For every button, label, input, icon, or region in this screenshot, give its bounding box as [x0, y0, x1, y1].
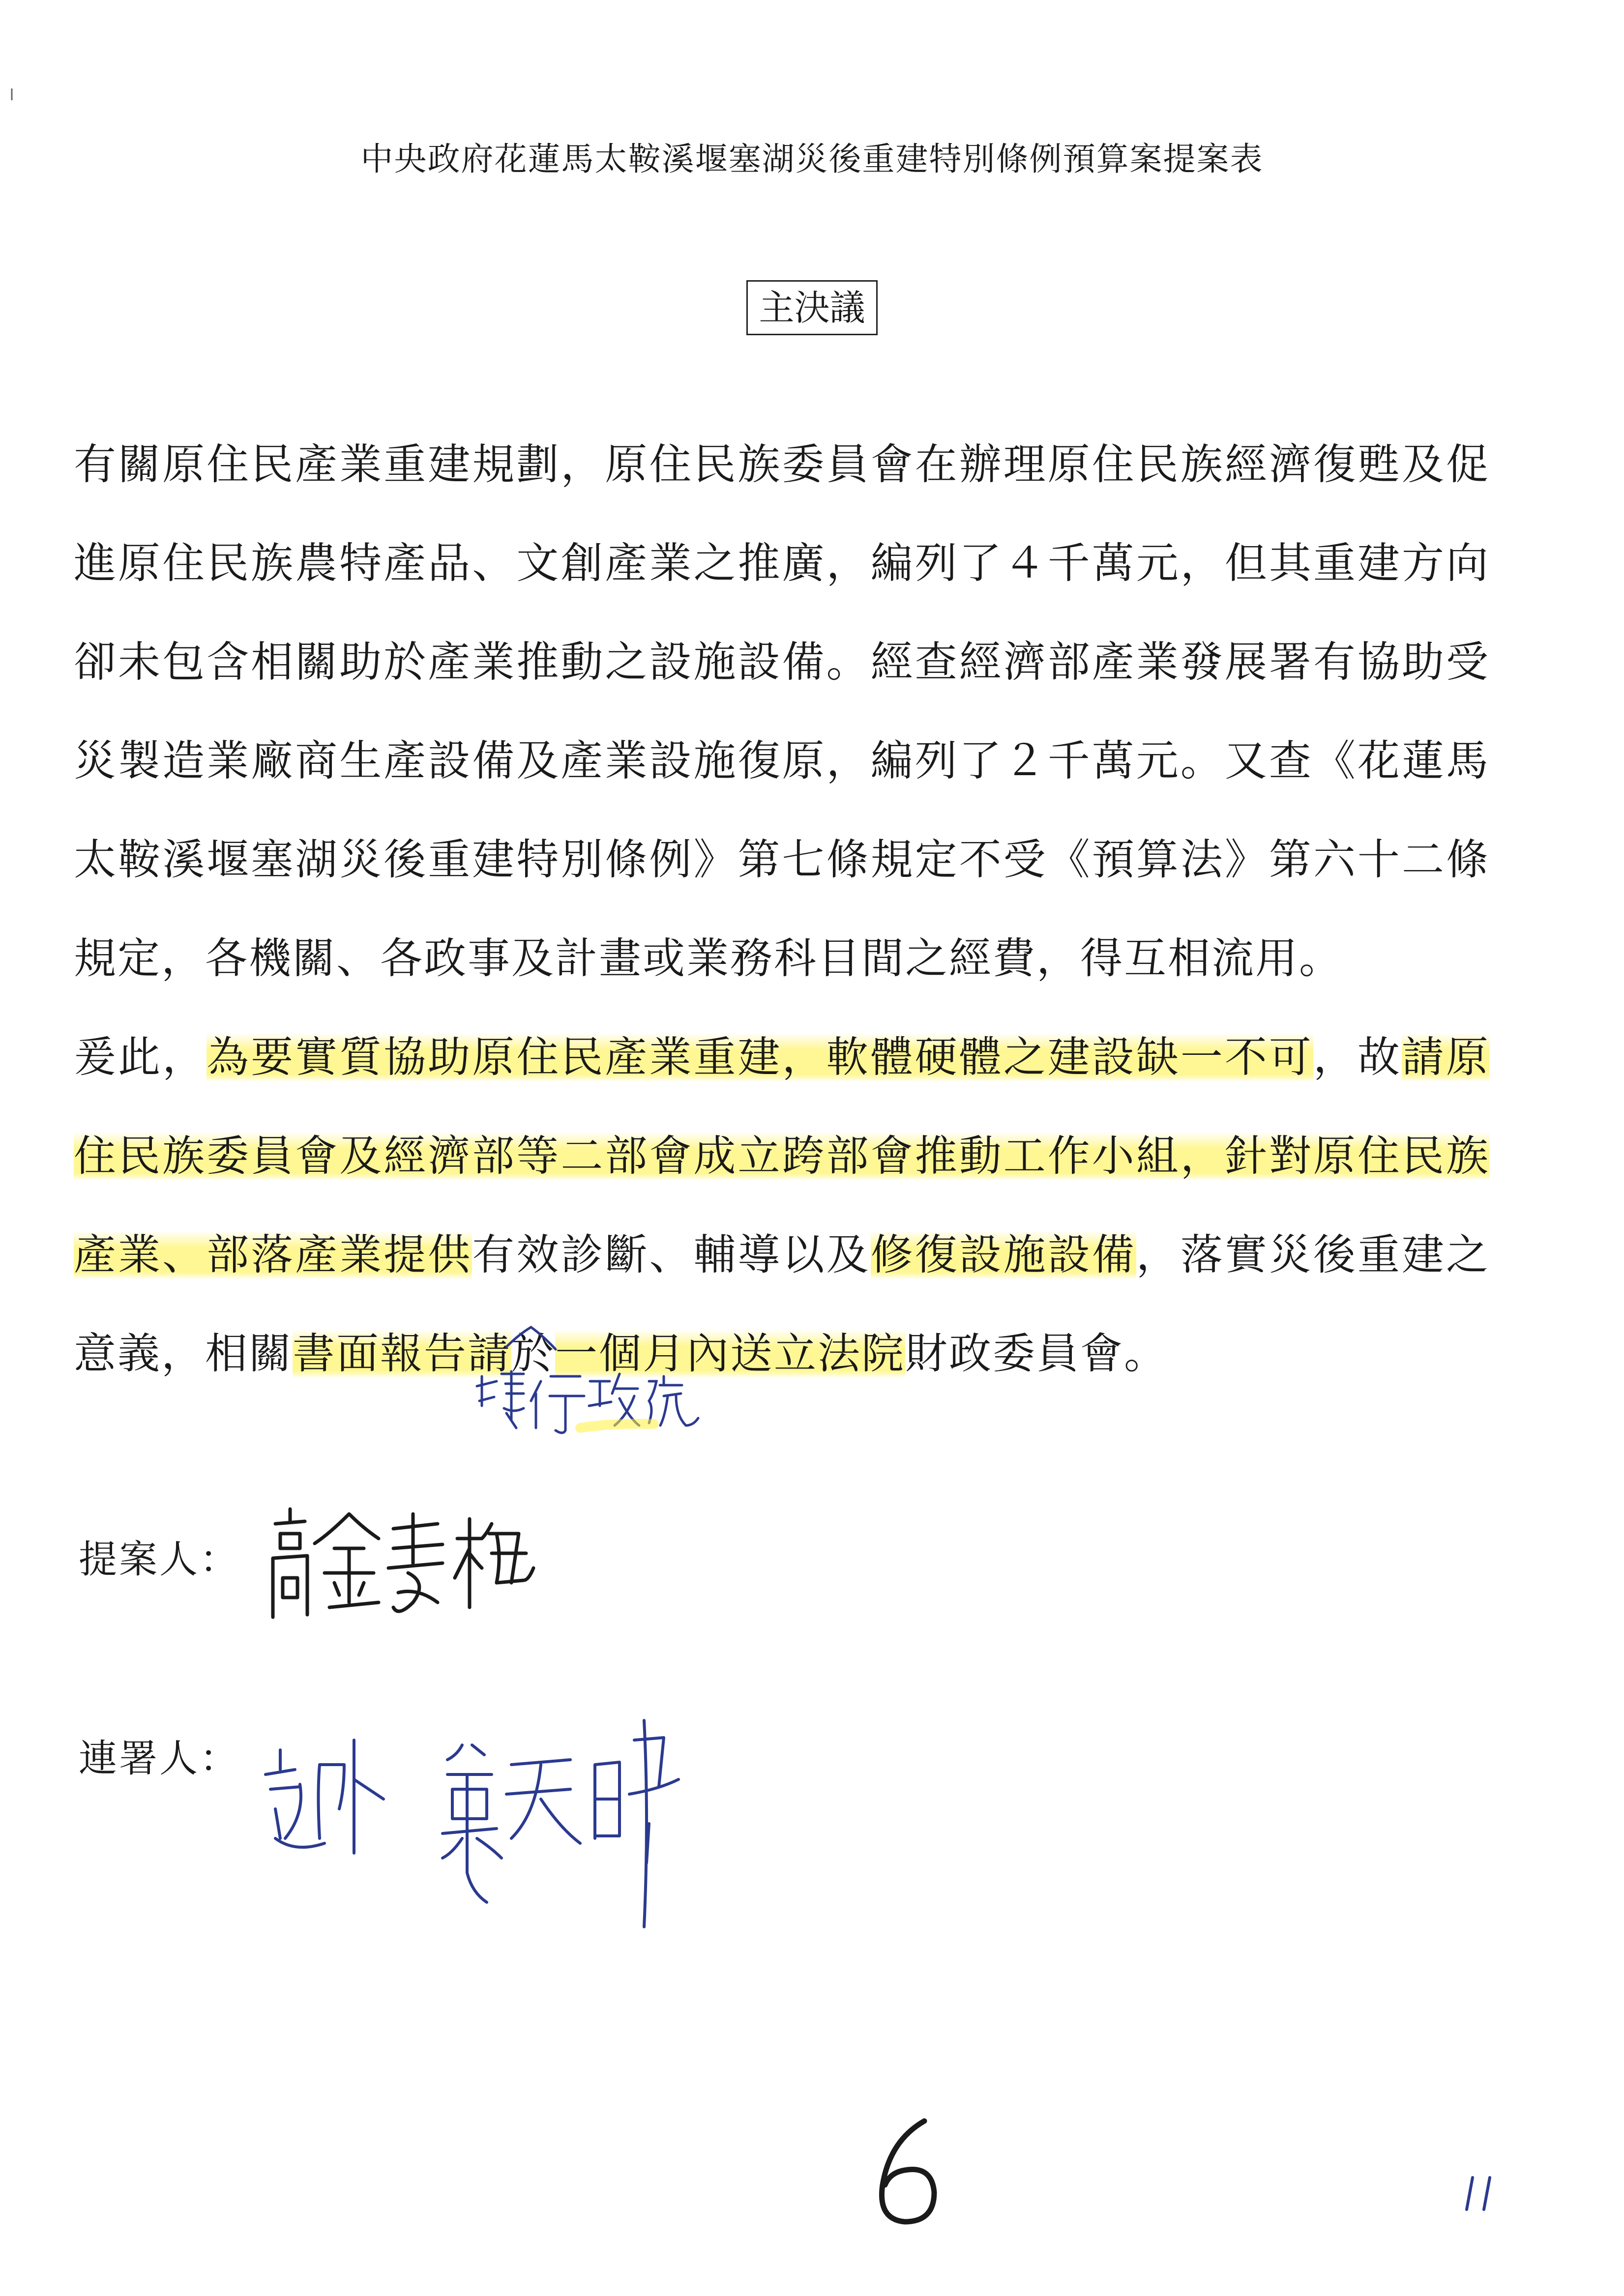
- handwritten-insertion: [433, 1327, 708, 1475]
- resolution-mid-1: ，故: [1313, 1033, 1402, 1082]
- cosigner-signature: [256, 1711, 797, 1956]
- boxed-heading: 主決議: [746, 280, 877, 335]
- paragraph-background: 有關原住民產業重建規劃，原住民族委員會在辦理原住民族經濟復甦及促進原住民族農特產品、文創產業之推廣，編列了４千萬元，但其重建方向卻未包含相關助於產業推動之設施設備。經查經濟部產業發展署有協助受災製造業廠商生產設備及產業設施復原，編列了２千萬元。又查《花蓮馬太鞍溪堰塞湖災後重建特別條例》第七條規定不受《預算法》第六十二條規定，各機關、各政事及計畫或業務科目間之經費，得互相流用。: [74, 440, 1490, 983]
- highlight-4: 書面報告請: [293, 1329, 511, 1378]
- highlight-1: 為要實質協助原住民產業重建，軟體硬體之建設缺一不可: [207, 1033, 1313, 1082]
- corner-mark: [1460, 2173, 1505, 2219]
- boxed-heading-wrap: [0, 280, 1624, 335]
- paragraph-resolution: [74, 1008, 1490, 1403]
- cosigner-label: 連署人：: [79, 1737, 240, 1781]
- proposer-label: 提案人：: [79, 1538, 240, 1582]
- scan-speck: [9, 87, 15, 104]
- cosigner-signature-drawing: [256, 1711, 797, 1956]
- corner-mark-drawing: [1460, 2173, 1505, 2217]
- proposer-signature: [266, 1494, 561, 1642]
- resolution-tail: 財政委員會。: [905, 1329, 1168, 1378]
- proposer-signature-drawing: [266, 1494, 561, 1642]
- document-title: 中央政府花蓮馬太鞍溪堰塞湖災後重建特別條例預算案提案表: [360, 140, 1264, 178]
- resolution-body: [74, 415, 1490, 1403]
- highlight-5: 一個月內送立法院: [555, 1329, 905, 1378]
- resolution-mid-2: 有效診斷、輔導以及: [472, 1230, 871, 1279]
- resolution-mid-3: ，落實災後重建之意義，相關: [74, 1230, 1490, 1378]
- resolution-mid-4: 於: [511, 1329, 555, 1378]
- handwritten-insertion-drawing: [433, 1327, 708, 1475]
- page-number: [865, 2114, 964, 2232]
- resolution-lead: 爰此，: [74, 1033, 207, 1082]
- highlight-3: 修復設施設備: [870, 1230, 1136, 1279]
- highlight-2: 請原住民族委員會及經濟部等二部會成立跨部會推動工作小組，針對原住民族產業、部落產業提供: [74, 1033, 1490, 1279]
- page-number-drawing: [865, 2114, 964, 2232]
